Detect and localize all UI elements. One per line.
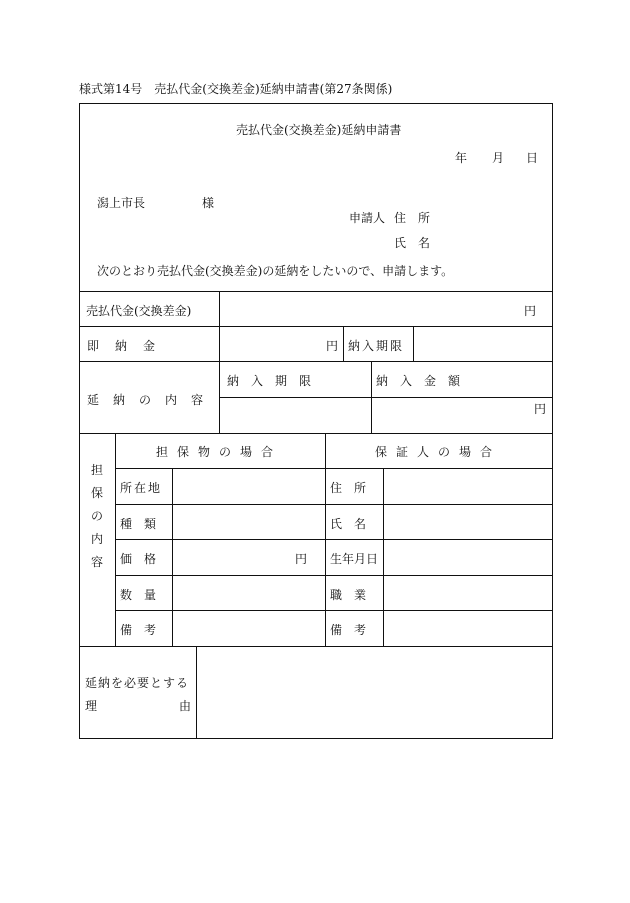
immediate-payment-label: 即 納 金 <box>87 339 158 353</box>
property-remarks-label: 備 考 <box>120 623 157 637</box>
date-day-label: 日 <box>526 151 539 165</box>
guarantor-remarks-label: 備 考 <box>330 623 367 637</box>
reason-label-line1: 延納を必要とする <box>85 676 190 690</box>
applicant-label: 申請人 <box>349 211 386 225</box>
immediate-payment-yen: 円 <box>326 339 339 353</box>
guarantor-occupation-label: 職 業 <box>330 588 367 602</box>
property-price-yen: 円 <box>295 552 308 566</box>
payment-amount-yen: 円 <box>534 402 547 416</box>
payment-amount-header: 納 入 金 額 <box>376 374 461 388</box>
property-type-label: 種 類 <box>120 517 157 531</box>
application-statement: 次のとおり売払代金(交換差金)の延納をしたいので、申請します。 <box>97 264 454 278</box>
deferred-content-label: 延 納 の 内 容 <box>87 393 205 407</box>
applicant-name-label: 氏 名 <box>394 236 431 250</box>
guarantor-header: 保証人の場合 <box>375 445 502 459</box>
guarantor-birthdate-label: 生年月日 <box>330 552 379 566</box>
form-number: 様式第14号 売払代金(交換差金)延納申請書(第27条関係) <box>79 82 393 96</box>
date-month-label: 月 <box>492 151 505 165</box>
applicant-address-label: 住 所 <box>394 211 431 225</box>
guarantor-address-label: 住 所 <box>330 481 367 495</box>
application-form <box>79 103 553 739</box>
reason-label-line2-end: 由 <box>179 699 192 713</box>
immediate-deadline-label: 納入期限 <box>348 339 405 353</box>
honorific: 様 <box>202 196 215 210</box>
collateral-property-header: 担保物の場合 <box>156 445 283 459</box>
sale-price-label: 売払代金(交換差金) <box>86 304 192 318</box>
property-location-label: 所在地 <box>120 481 163 495</box>
property-quantity-label: 数 量 <box>120 588 157 602</box>
property-price-label: 価 格 <box>120 552 157 566</box>
reason-label-line2-start: 理 <box>85 699 98 713</box>
sale-price-yen: 円 <box>524 304 537 318</box>
collateral-side-label: 担 保 の 内 容 <box>90 463 103 569</box>
date-year-label: 年 <box>455 151 468 165</box>
guarantor-name-label: 氏 名 <box>330 517 367 531</box>
form-title: 売払代金(交換差金)延納申請書 <box>236 123 402 137</box>
payment-deadline-header: 納 入 期 限 <box>227 374 312 388</box>
addressee: 潟上市長 <box>97 196 146 210</box>
